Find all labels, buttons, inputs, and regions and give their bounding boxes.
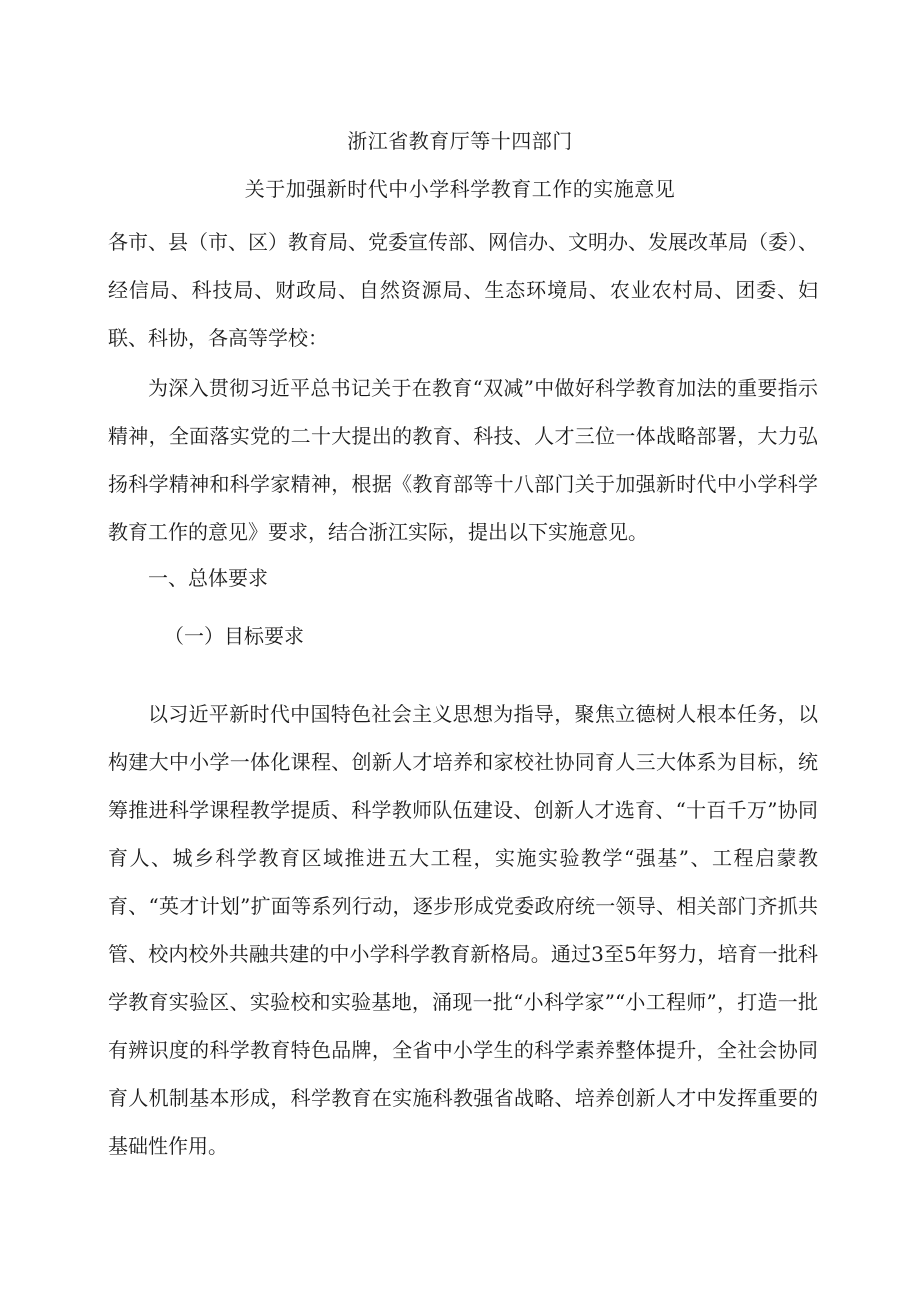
document-title-subject: 关于加强新时代中小学科学教育工作的实施意见	[244, 177, 676, 201]
document-title-issuer: 浙江省教育厅等十四部门	[347, 129, 573, 153]
addressee-paragraph: 各市、县（市、区）教育局、党委宣传部、网信办、文明办、发展改革局（委）、经信局、科技局、财政局、自然资源局、生态环境局、农业农村局、团委、妇联、科协，各高等学校：	[108, 230, 818, 350]
intro-paragraph: 为深入贯彻习近平总书记关于在教育“双减”中做好科学教育加法的重要指示精神，全面落实党的二十大提出的教育、科技、人才三位一体战略部署，大力弘扬科学精神和科学家精神，根据《教育部等十八部门关于加强新时代中小学科学教育工作的意见》要求，结合浙江实际，提出以下实施意见。	[108, 376, 818, 544]
subsection-heading: （一）目标要求	[164, 624, 304, 648]
body-paragraph: 以习近平新时代中国特色社会主义思想为指导，聚焦立德树人根本任务，以构建大中小学一体化课程、创新人才培养和家校社协同育人三大体系为目标，统筹推进科学课程教学提质、科学教师队伍建设、创新人才选育、“十百千万”协同育人、城乡科学教育区域推进五大工程，实施实验教学“强基”、工程启蒙教育、“英才计划”扩面等系列行动，逐步形成党委政府统一领导、相关部门齐抓共管、校内校外共融共建的中小学科学教育新格局。通过3至5年努力，培育一批科学教育实验区、实验校和实验基地，涌现一批“小科学家”“小工程师”，打造一批有辨识度的科学教育特色品牌，全省中小学生的科学素养整体提升，全社会协同育人机制基本形成，科学教育在实施科教强省战略、培养创新人才中发挥重要的基础性作用。	[108, 702, 818, 1158]
section-heading: 一、总体要求	[148, 566, 268, 590]
